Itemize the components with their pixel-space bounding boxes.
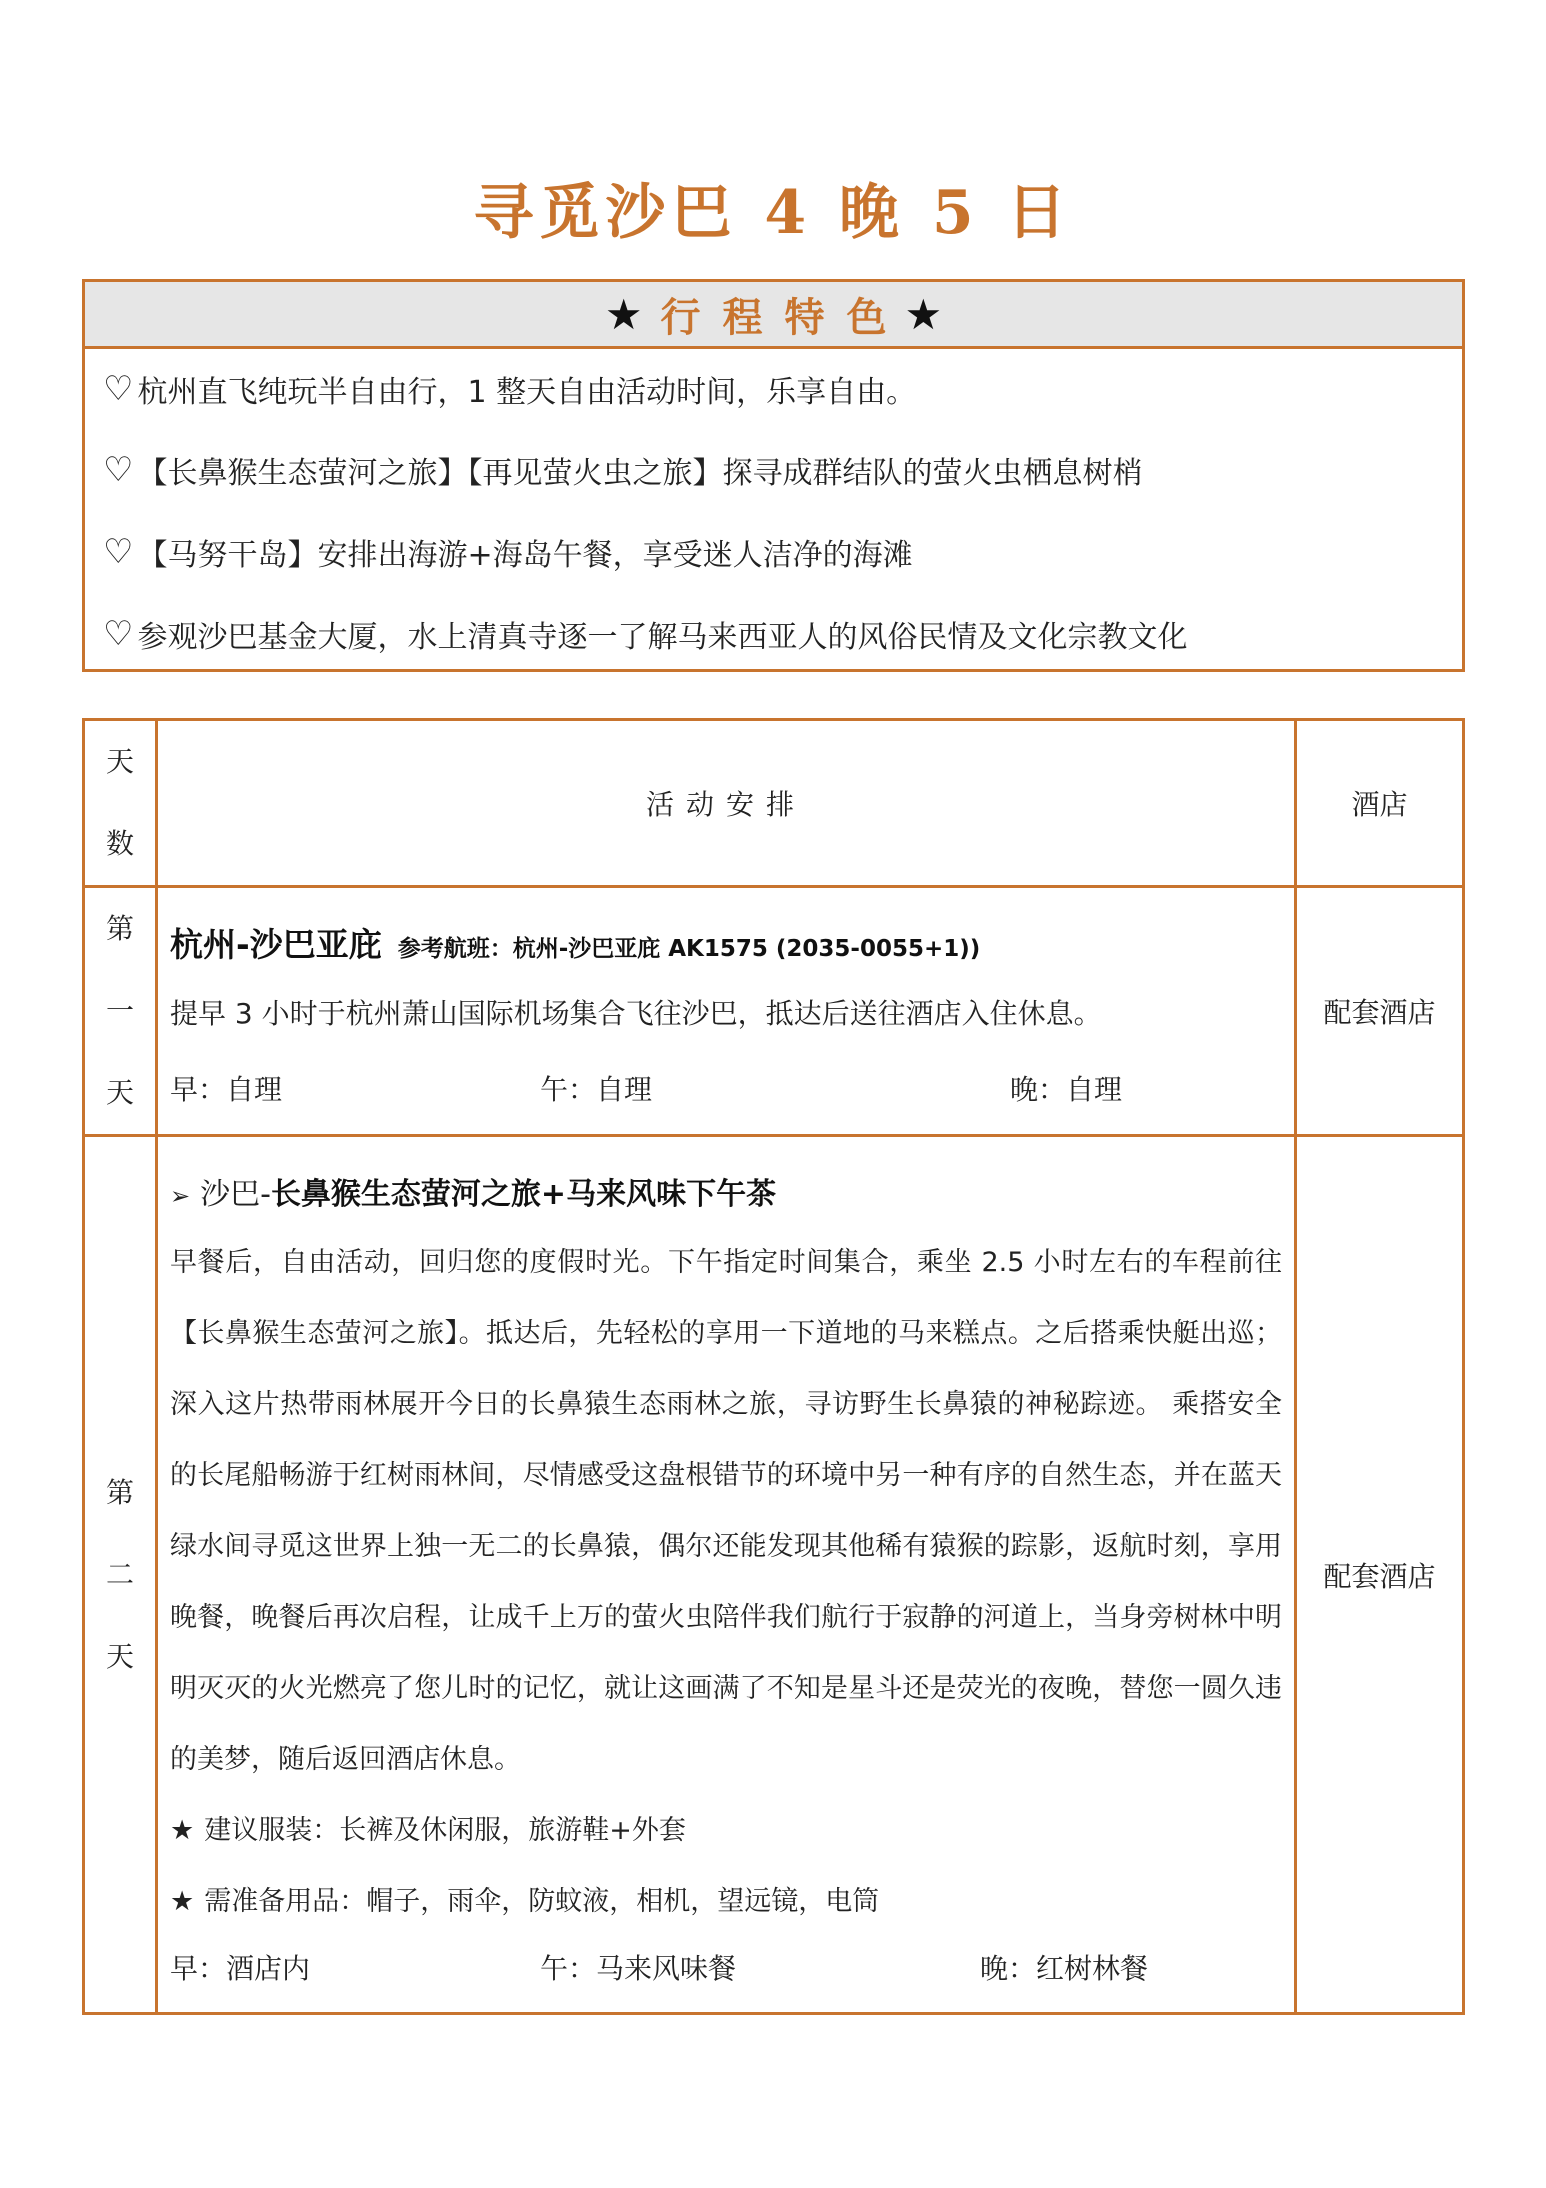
day-char: 二 — [105, 1557, 134, 1591]
note-clothing — [170, 1795, 1282, 1866]
day-char: 天 — [105, 1076, 134, 1109]
day-title — [170, 1169, 1282, 1213]
day-header-char: 天 — [105, 745, 134, 778]
day-title-prefix: 沙巴- — [200, 1176, 271, 1212]
hotel-cell: 配套酒店 — [1296, 1136, 1464, 2014]
features-list — [85, 349, 1462, 675]
heart-outline-icon: ♡ — [103, 614, 134, 654]
day-header-cell — [84, 720, 157, 887]
star-icon: ★ — [904, 289, 943, 339]
meal-dinner: 晚：红树林餐 — [980, 1951, 1149, 1985]
table-row — [84, 1136, 1464, 2014]
activity-cell — [157, 887, 1296, 1136]
itinerary-table — [82, 718, 1465, 2015]
star-icon: ★ — [170, 1885, 195, 1917]
day-title-bold: 长鼻猴生态萤河之旅+马来风味下午茶 — [270, 1176, 777, 1212]
arrow-bullet-icon: ➢ — [170, 1181, 191, 1210]
meal-breakfast: 早：酒店内 — [170, 1951, 311, 1985]
meals-row — [170, 1947, 1282, 1987]
feature-text: 【长鼻猴生态萤河之旅】【再见萤火虫之旅】探寻成群结队的萤火虫栖息树梢 — [137, 456, 1143, 491]
features-header — [85, 282, 1462, 349]
heart-outline-icon: ♡ — [103, 450, 134, 490]
star-icon: ★ — [170, 1814, 195, 1846]
feature-text: 【马努干岛】安排出海游+海岛午餐，享受迷人洁净的海滩 — [137, 538, 913, 573]
features-box — [82, 279, 1465, 672]
table-row — [84, 887, 1464, 1136]
page-title: 寻觅沙巴 4 晚 5 日 — [473, 178, 1073, 248]
activity-cell — [157, 1136, 1296, 2014]
day-header-char: 数 — [105, 827, 134, 860]
meals-row — [170, 1068, 1282, 1108]
day-char: 第 — [105, 912, 134, 945]
note-text: 建议服装：长裤及休闲服，旅游鞋+外套 — [204, 1814, 686, 1846]
meal-breakfast: 早：自理 — [170, 1072, 283, 1106]
meal-dinner: 晚：自理 — [1010, 1072, 1123, 1106]
feature-item — [103, 511, 1444, 593]
hotel-header-cell: 酒店 — [1296, 720, 1464, 887]
feature-item — [103, 429, 1444, 511]
day-description: 提早 3 小时于杭州萧山国际机场集合飞往沙巴，抵达后送往酒店入住休息。 — [170, 996, 1102, 1030]
day-cell — [84, 1136, 157, 2014]
day-char: 一 — [105, 994, 134, 1027]
day-cell — [84, 887, 157, 1136]
feature-text: 杭州直飞纯玩半自由行，1 整天自由活动时间，乐享自由。 — [137, 375, 917, 410]
features-header-label: 行程特色 — [660, 294, 909, 341]
meal-lunch: 午：马来风味餐 — [540, 1951, 737, 1985]
feature-item — [103, 593, 1444, 675]
day-char: 天 — [105, 1639, 134, 1673]
meal-lunch: 午：自理 — [540, 1072, 653, 1106]
day-char: 第 — [105, 1475, 134, 1509]
table-header-row — [84, 720, 1464, 887]
note-items — [170, 1866, 1282, 1937]
feature-text: 参观沙巴基金大厦，水上清真寺逐一了解马来西亚人的风俗民情及文化宗教文化 — [137, 620, 1188, 655]
activity-header-cell: 活动安排 — [157, 720, 1296, 887]
heart-outline-icon: ♡ — [103, 369, 134, 409]
heart-outline-icon: ♡ — [103, 532, 134, 572]
hotel-cell: 配套酒店 — [1296, 887, 1464, 1136]
note-text: 需准备用品：帽子，雨伞，防蚊液，相机，望远镜，电筒 — [204, 1885, 880, 1917]
flight-info: 参考航班：杭州-沙巴亚庇 AK1575 (2035-0055+1)) — [397, 935, 981, 962]
feature-item — [103, 349, 1444, 429]
star-icon: ★ — [604, 289, 643, 339]
day-description: 早餐后，自由活动，回归您的度假时光。下午指定时间集合，乘坐 2.5 小时左右的车程前往【长鼻猴生态萤河之旅】。抵达后，先轻松的享用一下道地的马来糕点。之后搭乘快艇出巡；深入这片热带雨林展开今日的长鼻猿生态雨林之旅，寻访野生长鼻猿的神秘踪迹。 乘搭安全的长尾船畅游于红树雨林间，尽情感受这盘根错节的环境中另一种有序的自然生态，并在蓝天绿水间寻觅这世界上独一无二的长鼻猿，偶尔还能发现其他稀有猿猴的踪影，返航时刻，享用晚餐，晚餐后再次启程，让成千上万的萤火虫陪伴我们航行于寂静的河道上，当身旁树林中明明灭灭的火光燃亮了您儿时的记忆，就让这画满了不知是星斗还是荧光的夜晚，替您一圆久违的美梦，随后返回酒店休息。 — [170, 1246, 1282, 1775]
day-route: 杭州-沙巴亚庇 — [170, 924, 382, 964]
